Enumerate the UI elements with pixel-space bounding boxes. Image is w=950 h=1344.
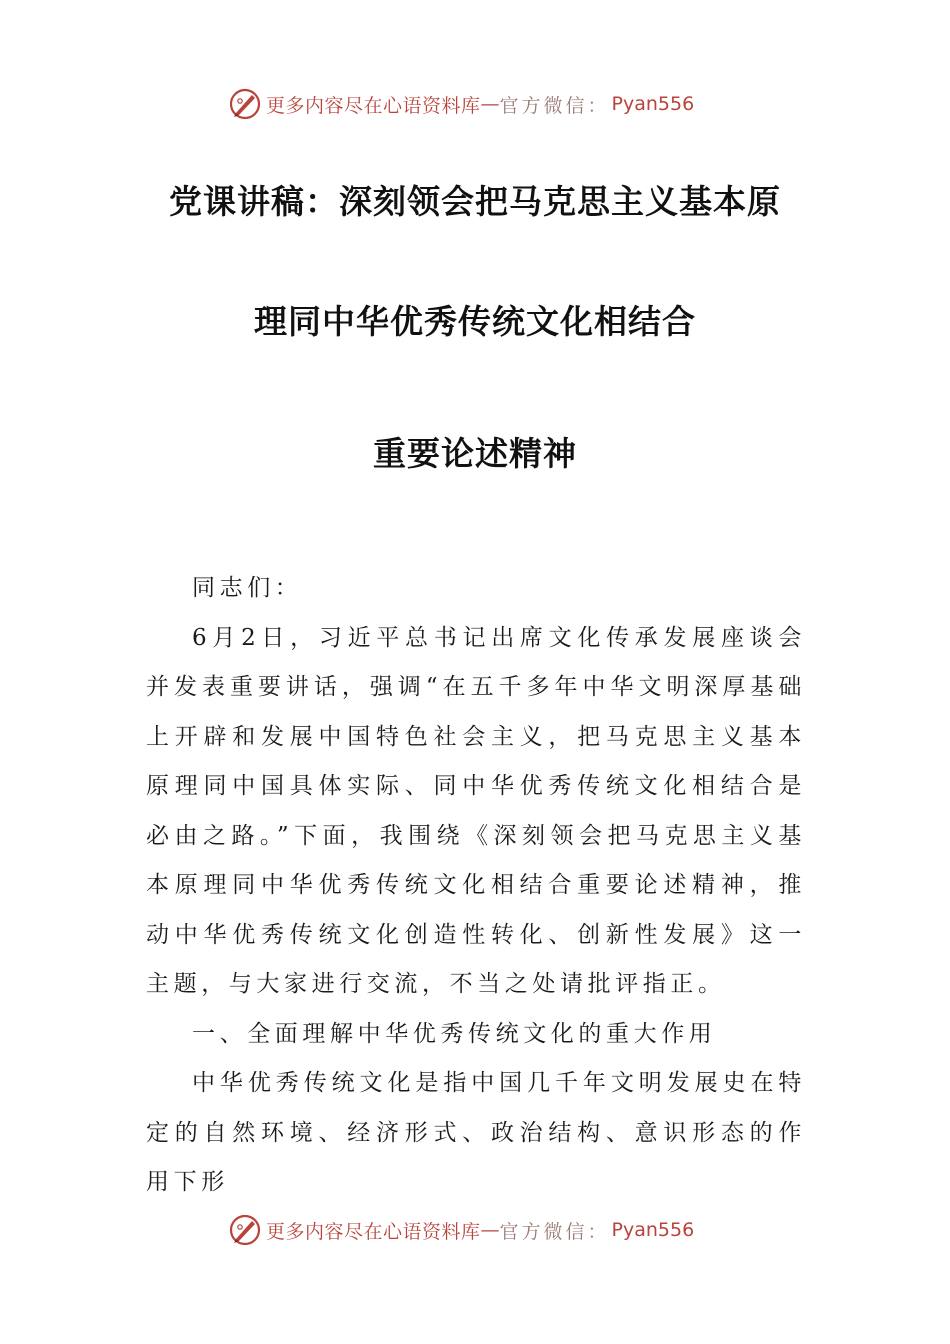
watermark-text: 更多内容尽在心语资料库 — [266, 94, 481, 117]
greeting-paragraph: 同志们： — [192, 575, 303, 601]
watermark-wechat-label: 官方微信： — [499, 94, 610, 117]
watermark-wechat-id: Pyan556 — [611, 93, 695, 115]
document-title-line-2: 理同中华优秀传统文化相结合 — [254, 302, 696, 341]
watermark-wechat-label: 官方微信： — [499, 1220, 610, 1243]
document-body — [146, 564, 806, 1208]
watermark-wechat-id: Pyan556 — [611, 1219, 695, 1241]
pen-circle-logo-icon — [228, 87, 262, 121]
watermark-text: 更多内容尽在心语资料库 — [266, 1220, 481, 1243]
section-1-paragraph: 中华优秀传统文化是指中国几千年文明发展史在特定的自然环境、经济形式、政治结构、意识形态的作用下形 — [146, 1070, 806, 1195]
footer-watermark — [228, 1210, 694, 1250]
section-heading-1: 一、全面理解中华优秀传统文化的重大作用 — [192, 1020, 717, 1047]
watermark-dash: — — [480, 1219, 500, 1241]
watermark-dash: — — [480, 93, 500, 115]
document-title-line-1: 党课讲稿：深刻领会把马克思主义基本原 — [169, 182, 781, 221]
header-watermark — [228, 84, 694, 124]
document-title-line-3: 重要论述精神 — [373, 434, 577, 473]
pen-circle-logo-icon — [228, 1213, 262, 1247]
intro-paragraph: 6月2日，习近平总书记出席文化传承发展座谈会并发表重要讲话，强调“在五千多年中华文明深厚基础上开辟和发展中国特色社会主义，把马克思主义基本原理同中国具体实际、同中华优秀传统文化相结合是必由之路。”下面，我围绕《深刻领会把马克思主义基本原理同中华优秀传统文化相结合重要论述精神，推动中华优秀传统文化创造性转化、创新性发展》这一主题，与大家进行交流，不当之处请批评指正。 — [146, 624, 806, 997]
